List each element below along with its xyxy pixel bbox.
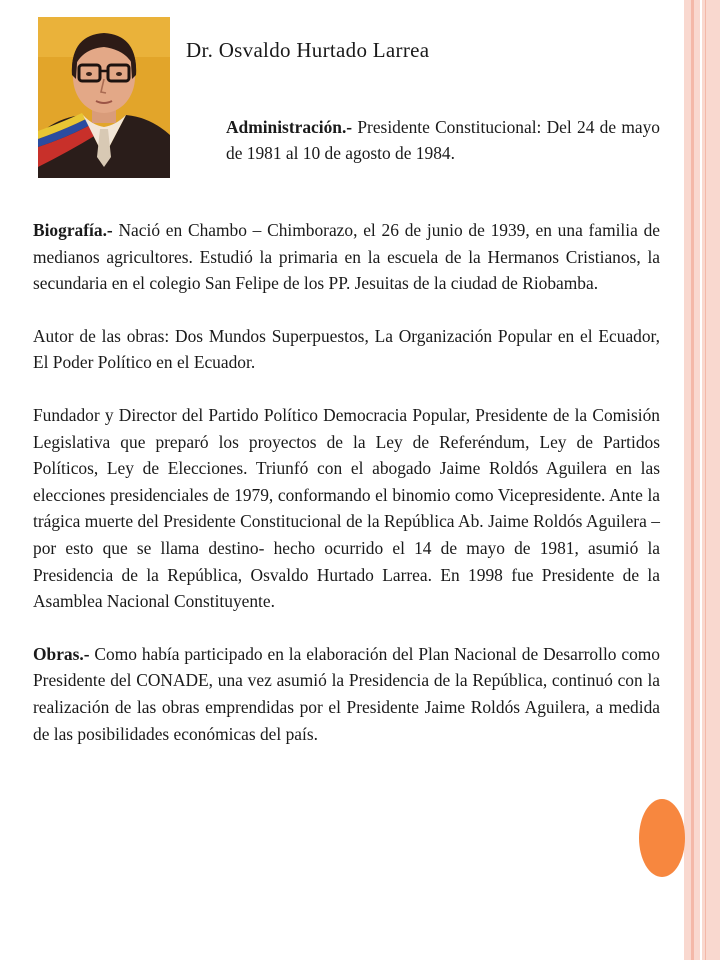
administracion-text: Presidente Constitucional: Del 24 de mayo de 1981 al 10 de agosto de 1984. <box>226 117 660 163</box>
biografia-separator: .- <box>102 220 119 240</box>
right-border-gap <box>700 0 702 960</box>
administracion-paragraph <box>226 114 660 166</box>
obras-separator: .- <box>79 643 95 664</box>
body-text <box>33 217 660 773</box>
obras-label: Obras <box>33 643 80 664</box>
right-border-thin-line <box>705 0 706 960</box>
page-title: Dr. Osvaldo Hurtado Larrea <box>186 38 430 62</box>
obras-paragraph <box>33 641 660 747</box>
president-portrait <box>38 17 170 178</box>
biografia-label: Biografía <box>33 220 103 240</box>
right-border-line <box>691 0 694 960</box>
autor-paragraph: Autor de las obras: Dos Mundos Superpuestos, La Organización Popular en el Ecuador, El Poder Político en el Ecuador. <box>33 325 660 373</box>
right-border-strip <box>684 0 720 960</box>
biografia-paragraph <box>33 217 660 297</box>
administracion-label: Administración <box>226 117 342 137</box>
obras-text: Como había participado en la elaboración del Plan Nacional de Desarrollo como Presidente del CONADE, una vez asumió la Presidencia de la República, continuó con la realización de las obras emprendidas por el Presidente Jaime Roldós Aguilera, a medida de las posibilidades económicas del país. <box>33 643 660 744</box>
fundador-paragraph: Fundador y Director del Partido Político Democracia Popular, Presidente de la Comisión Legislativa que preparó los proyectos de la Ley de Referéndum, Ley de Partidos Políticos, Ley de Elecciones. Triunfó con el abogado Jaime Roldós Aguilera en las elecciones presidenciales de 1979, conformando el binomio como Vicepresidente. Ante la trágica muerte del Presidente Constitucional de la República Ab. Jaime Roldós Aguilera –por esto que se llama destino- hecho ocurrido el 14 de mayo de 1981, asumió la Presidencia de la República, Osvaldo Hurtado Larrea. En 1998 fue Presidente de la Asamblea Nacional Constituyente. <box>33 404 660 612</box>
orange-oval-decoration <box>639 799 685 877</box>
administracion-separator: .- <box>341 117 358 137</box>
biografia-text: Nació en Chambo – Chimborazo, el 26 de junio de 1939, en una familia de medianos agricultores. Estudió la primaria en la escuela de la Hermanos Cristianos, la secundaria en el colegio San Felipe de los PP. Jesuitas de la ciudad de Riobamba. <box>33 220 660 294</box>
